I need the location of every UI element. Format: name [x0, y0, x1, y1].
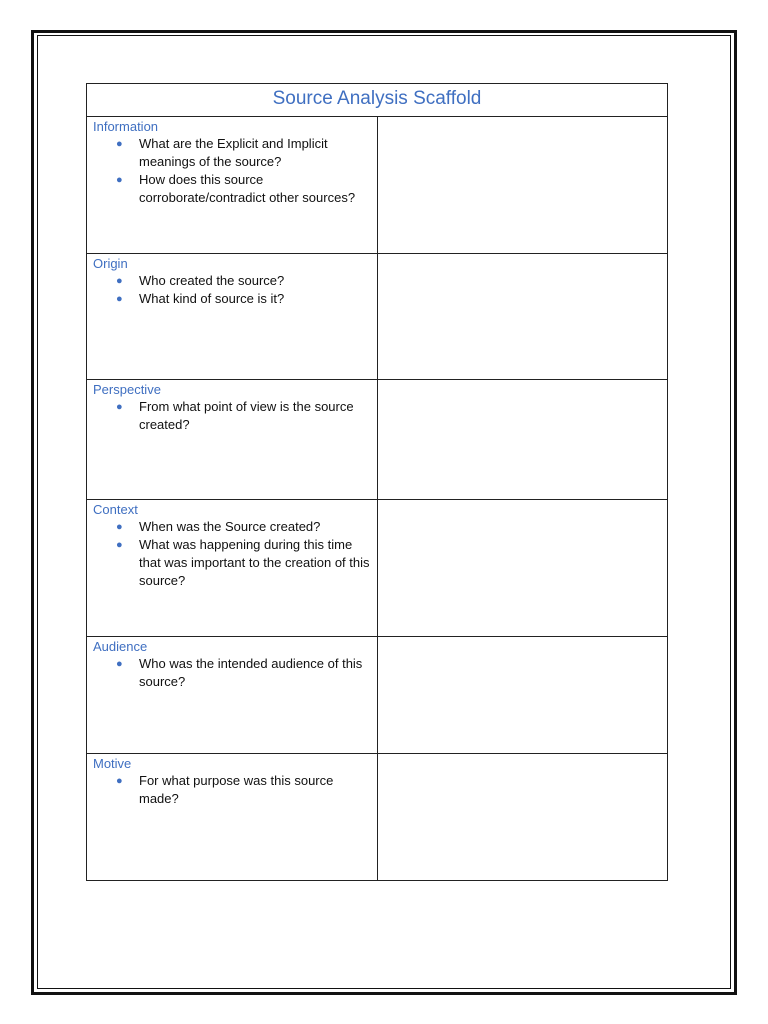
section-prompt-cell [87, 500, 378, 637]
bullet-icon: ● [116, 539, 123, 551]
question-item [116, 272, 377, 290]
question-text: Who was the intended audience of this source? [139, 656, 363, 689]
answer-cell-perspective[interactable] [377, 380, 668, 500]
document-title: Source Analysis Scaffold [87, 84, 668, 117]
question-item [116, 171, 377, 207]
bullet-icon: ● [116, 521, 123, 533]
question-item [116, 290, 377, 308]
question-list [87, 398, 377, 434]
answer-cell-information[interactable] [377, 117, 668, 254]
bullet-icon: ● [116, 293, 123, 305]
question-list [87, 655, 377, 691]
bullet-icon: ● [116, 658, 123, 670]
question-text: When was the Source created? [139, 519, 321, 534]
question-text: What are the Explicit and Implicit meanings of the source? [139, 136, 328, 169]
bullet-icon: ● [116, 138, 123, 150]
question-item [116, 772, 377, 808]
question-list [87, 518, 377, 590]
question-text: What was happening during this time that was important to the creation of this source? [139, 537, 370, 588]
question-text: From what point of view is the source created? [139, 399, 354, 432]
question-list [87, 135, 377, 207]
question-text: What kind of source is it? [139, 291, 285, 306]
question-item [116, 536, 377, 590]
question-item [116, 655, 377, 691]
section-heading-motive: Motive [93, 756, 132, 771]
answer-cell-motive[interactable] [377, 754, 668, 881]
section-heading-information: Information [93, 119, 159, 134]
section-heading-audience: Audience [93, 639, 148, 654]
section-row-origin [87, 254, 668, 380]
answer-cell-audience[interactable] [377, 637, 668, 754]
bullet-icon: ● [116, 174, 123, 186]
section-row-context [87, 500, 668, 637]
section-heading-origin: Origin [93, 256, 128, 271]
question-list [87, 272, 377, 308]
bullet-icon: ● [116, 401, 123, 413]
answer-cell-origin[interactable] [377, 254, 668, 380]
section-row-perspective [87, 380, 668, 500]
bullet-icon: ● [116, 775, 123, 787]
section-prompt-cell [87, 754, 378, 881]
question-item [116, 518, 377, 536]
section-prompt-cell [87, 117, 378, 254]
section-prompt-cell [87, 637, 378, 754]
source-analysis-table [86, 83, 668, 881]
question-item [116, 135, 377, 171]
section-row-information [87, 117, 668, 254]
section-heading-perspective: Perspective [93, 382, 161, 397]
section-heading-context: Context [93, 502, 138, 517]
section-row-motive [87, 754, 668, 881]
question-list [87, 772, 377, 808]
question-text: Who created the source? [139, 273, 285, 288]
question-text: For what purpose was this source made? [139, 773, 334, 806]
bullet-icon: ● [116, 275, 123, 287]
section-prompt-cell [87, 380, 378, 500]
section-row-audience [87, 637, 668, 754]
section-prompt-cell [87, 254, 378, 380]
question-item [116, 398, 377, 434]
title-row [87, 84, 668, 117]
answer-cell-context[interactable] [377, 500, 668, 637]
question-text: How does this source corroborate/contradict other sources? [139, 172, 356, 205]
